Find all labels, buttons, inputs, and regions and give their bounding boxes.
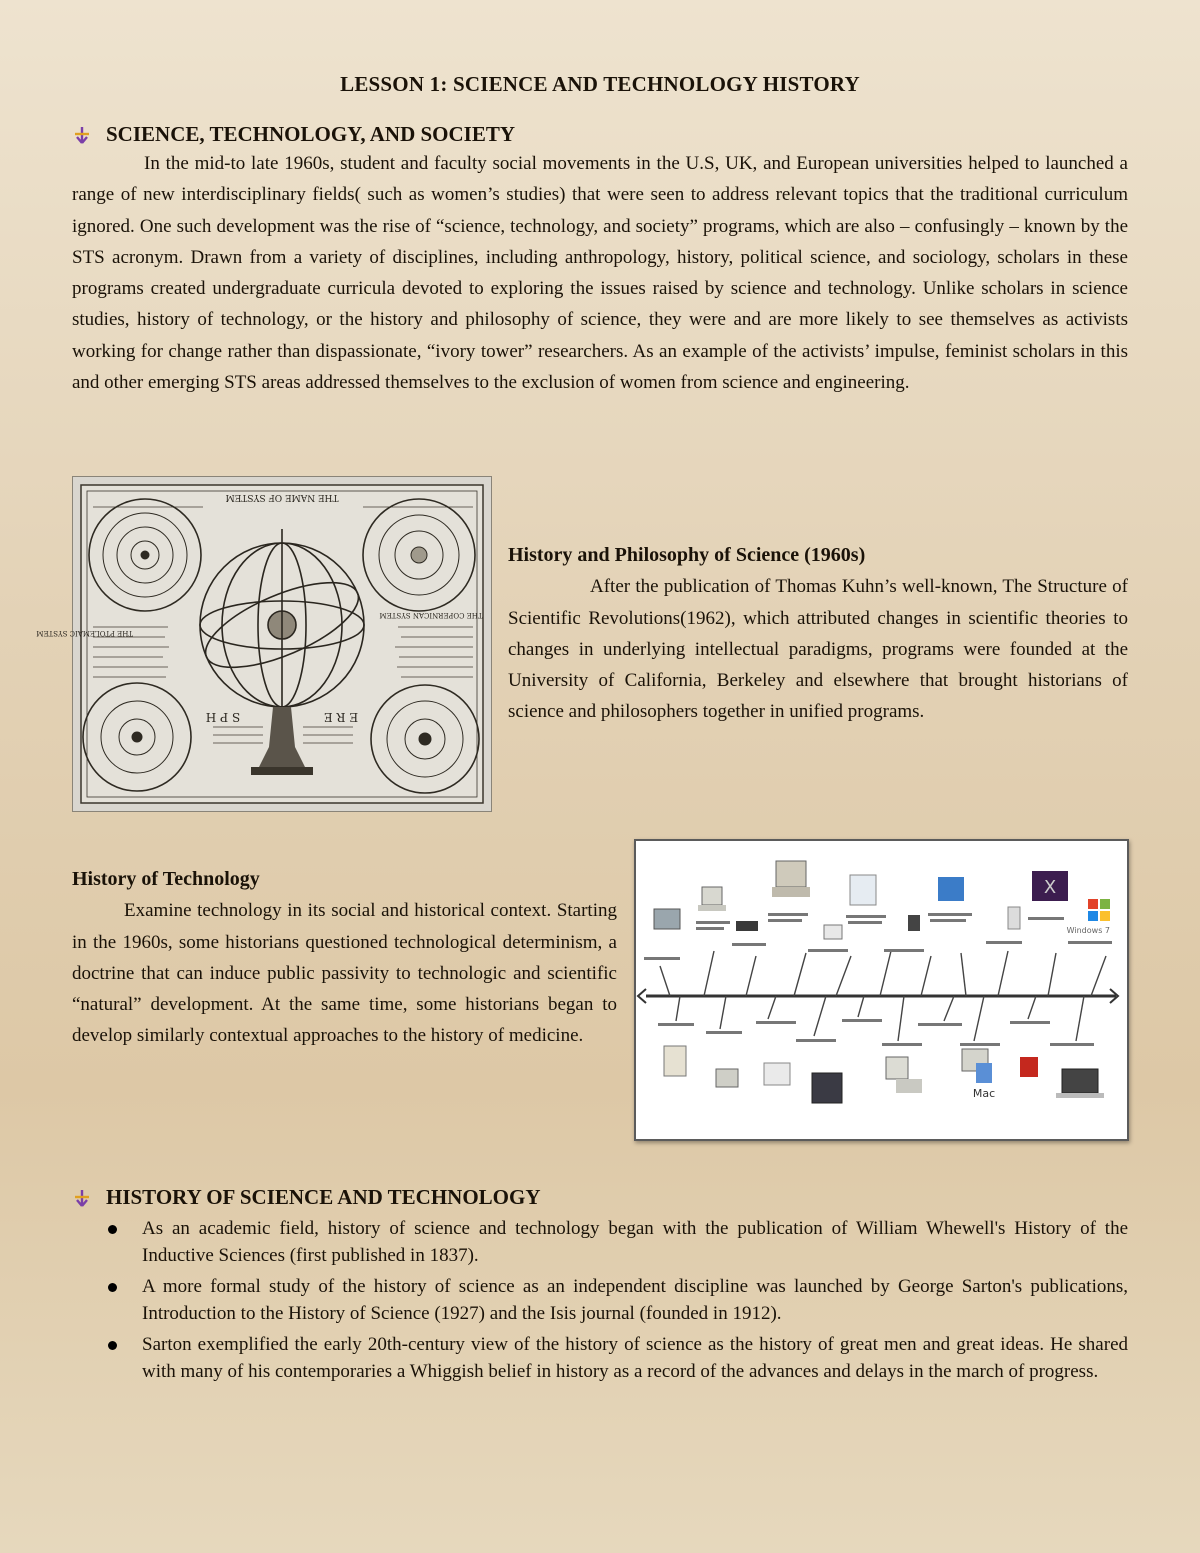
hot-heading: History of Technology (72, 868, 260, 890)
bullet-dot-icon (108, 1283, 117, 1292)
hot-block (72, 864, 617, 1052)
hot-paragraph: Examine technology in its social and historical context. Starting in the 1960s, some historians questioned technological determinism, a doctrine that can induce public passivity to technologic and scientific “natural” development. At the same time, some historians began to develop similarly contextual approaches to the history of medicine. (72, 900, 617, 1047)
section-heading-sts (72, 122, 515, 147)
list-item-text: As an academic field, history of science and technology began with the publication of William Whewell's History of the Inductive Sciences (first published in 1837). (142, 1218, 1128, 1266)
mac-label: Mac (972, 1087, 996, 1100)
list-item-text: Sarton exemplified the early 20th-century view of the history of science as the history of great men and great ideas. He shared with many of his contemporaries a Whiggish belief in history as a record of the advances and delays in the march of progress. (142, 1334, 1128, 1382)
engraving-label-right: THE COPERNICAN SYSTEM (379, 611, 483, 619)
history-bullet-list (72, 1215, 1128, 1389)
list-item (72, 1331, 1128, 1385)
engraving-sphere-right: E R E (323, 710, 359, 724)
hps-heading: History and Philosophy of Science (1960s) (508, 544, 866, 566)
section-heading-history (72, 1185, 541, 1210)
computer-timeline-image (634, 839, 1129, 1141)
hps-paragraph: After the publication of Thomas Kuhn’s well-known, The Structure of Scientific Revolutions(1962), which attributed changes in scientific theories to changes in underlying intellectual paradigms, programs were founded at the University of California, Berkeley and elsewhere that brought historians of science and philosophers together in unified programs. (508, 576, 1128, 723)
windows-label: Windows 7 (1066, 926, 1110, 935)
timeline-illustration (636, 841, 1127, 1139)
arrow-bullet-icon (72, 1188, 92, 1208)
bullet-dot-icon (108, 1225, 117, 1234)
engraving-caption: THE NAME OF SYSTEM (225, 492, 339, 502)
engraving-label-left: THE PTOLEMAIC SYSTEM (36, 629, 133, 637)
sts-paragraph: In the mid-to late 1960s, student and faculty social movements in the U.S, UK, and European universities helped to launched a range of new interdisciplinary fields( such as women’s studies) that were seen to address relevant topics that the traditional curriculum ignored. One such development was the rise of “science, technology, and society” programs, which are also – confusingly – known by the STS acronym. Drawn from a variety of disciplines, including anthropology, history, political science, and sociology, scholars in these programs created undergraduate curricula devoted to exploring the issues raised by science and technology. Unlike scholars in science studies, history of technology, or the history and philosophy of science, they were and are more likely to see themselves as activists working for change rather than dispassionate, “ivory tower” researchers. As an example of the activists’ impulse, feminist scholars in this and other emerging STS areas addressed themselves to the exclusion of women from science and engineering. (72, 153, 1128, 394)
engraving-sphere-left: S P H (205, 710, 241, 724)
section-heading-text: SCIENCE, TECHNOLOGY, AND SOCIETY (106, 122, 516, 146)
lesson-title: LESSON 1: SCIENCE AND TECHNOLOGY HISTORY (340, 72, 860, 96)
bullet-dot-icon (108, 1341, 117, 1350)
hps-block (508, 540, 1128, 728)
list-item (72, 1215, 1128, 1269)
svg-text:X: X (1043, 877, 1057, 898)
section-heading-text: HISTORY OF SCIENCE AND TECHNOLOGY (106, 1185, 541, 1209)
engraving-illustration (36, 477, 491, 811)
list-item-text: A more formal study of the history of science as an independent discipline was launched by George Sarton's publications, Introduction to the History of Science (1927) and the Isis journal (founded in 1912). (142, 1276, 1128, 1324)
armillary-sphere-engraving (36, 476, 492, 812)
arrow-bullet-icon (72, 125, 92, 145)
list-item (72, 1273, 1128, 1327)
